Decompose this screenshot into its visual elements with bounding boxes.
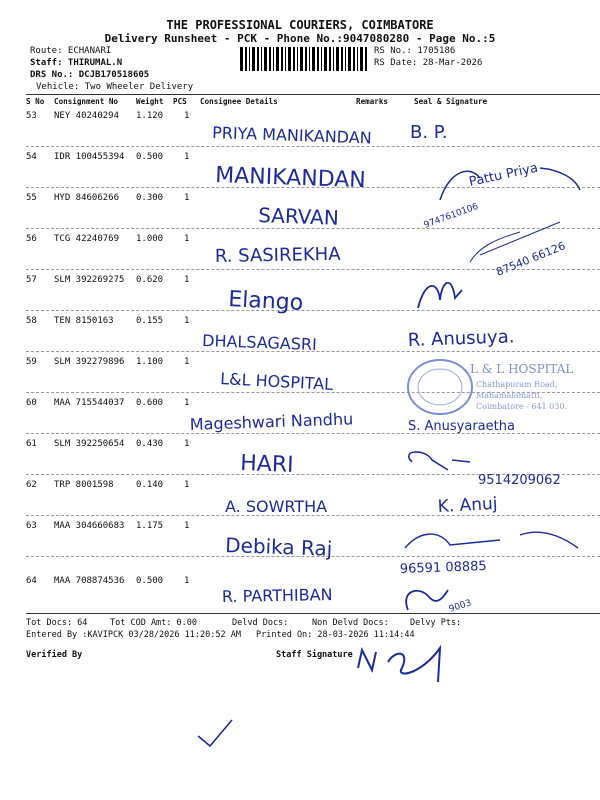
table-row [26,476,600,516]
barcode-bar [257,47,259,71]
row-weight: 1.000 [136,234,164,244]
staff-label: Staff: THIRUMAL.N [30,58,123,68]
col-signature: Seal & Signature [414,97,488,106]
row-weight: 1.120 [136,111,164,121]
table-row [26,107,600,147]
row-pcs: 1 [184,193,190,203]
col-weight: Weight [136,97,164,106]
barcode-bar [273,47,274,71]
row-sno: 61 [26,439,37,449]
row-weight: 0.300 [136,193,164,203]
document-title: THE PROFESSIONAL COURIERS, COIMBATORE [166,18,434,32]
handwritten-consignee: R. PARTHIBAN [221,585,333,606]
table-row [26,435,600,475]
route-label: Route: ECHANARI [30,46,112,56]
row-weight: 0.600 [136,398,164,408]
handwritten-signature: 96591 08885 [399,558,487,577]
handwritten-signature: 87540 66126 [494,239,568,279]
barcode-bar [321,47,322,71]
handwritten-signature: R. Anusuya. [407,326,515,351]
row-separator [26,187,600,188]
handwritten-consignee: Mageshwari Nandhu [189,409,354,434]
barcode-bar [288,47,291,71]
stamp-line3: Coimbatore - 641 030. [476,402,567,411]
stamp-line2: Mahamalamatti, [476,391,543,400]
row-consignment: TCG 42240769 [54,234,120,244]
row-consignment: TRP 8001598 [54,480,114,490]
handwritten-signature: 9514209062 [478,473,561,488]
handwritten-consignee: L&L HOSPITAL [219,369,334,394]
barcode-bar [281,47,283,71]
row-pcs: 1 [184,275,190,285]
row-consignment: MAA 304660683 [54,521,125,531]
row-consignment: MAA 708874536 [54,576,125,586]
delivered-docs: Delvd Docs: [232,618,289,628]
row-consignment: SLM 392250654 [54,439,125,449]
table-row [26,271,600,311]
handwritten-signature: B. P. [410,122,448,143]
col-consignment: Consignment No [54,97,119,106]
row-consignment: TEN 8150163 [54,316,114,326]
handwritten-consignee: DHALSAGASRI [201,331,318,354]
barcode-bar [285,47,286,71]
table-row [26,230,600,270]
handwritten-consignee: Elango [227,287,304,316]
barcode-bar [324,47,327,71]
handwritten-signature: 9747610106 [422,201,480,231]
row-pcs: 1 [184,480,190,490]
handwritten-consignee: MANIKANDAN [214,163,367,194]
barcode-bar [300,47,303,71]
row-sno: 60 [26,398,37,408]
verified-by-label: Verified By [26,650,83,660]
row-pcs: 1 [184,521,190,531]
row-weight: 0.140 [136,480,164,490]
barcode-bar [360,47,363,71]
row-sno: 62 [26,480,37,490]
row-sno: 63 [26,521,37,531]
handwritten-consignee: SARVAN [257,203,340,230]
handwritten-signature: Pattu Priya [467,160,540,190]
row-separator [26,269,600,270]
drs-number: DRS No.: DCJB170518605 [30,70,150,80]
rs-number: RS No.: 1705186 [374,46,456,56]
barcode-bar [317,47,319,71]
row-weight: 0.155 [136,316,164,326]
row-weight: 0.500 [136,576,164,586]
non-delivered-docs: Non Delvd Docs: [312,618,389,628]
row-consignment: MAA 715544037 [54,398,125,408]
row-sno: 58 [26,316,37,326]
barcode-bar [365,47,367,71]
barcode-bar [293,47,295,71]
barcode-bar [252,47,255,71]
handwritten-consignee: R. SASIREKHA [214,243,341,267]
col-remarks: Remarks [356,97,389,106]
barcode-bar [336,47,339,71]
row-separator [26,351,600,352]
barcode-bar [245,47,247,71]
row-sno: 64 [26,576,37,586]
barcode-bar [269,47,271,71]
row-weight: 1.175 [136,521,164,531]
staff-signature-mark [358,648,440,682]
row-sno: 56 [26,234,37,244]
table-row [26,148,600,188]
total-cod: Tot COD Amt: 0.00 [110,618,197,628]
row-pcs: 1 [184,316,190,326]
col-sno: S No [26,97,45,106]
barcode-bar [305,47,307,71]
row-separator [26,556,600,557]
row-sno: 53 [26,111,37,121]
printed-on: Printed On: 28-03-2026 11:14:44 [256,630,415,640]
row-pcs: 1 [184,439,190,449]
total-docs: Tot Docs: 64 [26,618,88,628]
barcode-bar [329,47,331,71]
row-consignment: SLM 392279896 [54,357,125,367]
row-separator [26,515,600,516]
table-header [26,94,600,107]
barcode-bar [341,47,343,71]
row-pcs: 1 [184,398,190,408]
stamp-name: L & L HOSPITAL [470,362,574,376]
row-pcs: 1 [184,111,190,121]
staff-signature-label: Staff Signature [276,650,353,660]
handwritten-consignee: HARI [239,451,295,478]
barcode-bar [357,47,358,71]
barcode-bar [333,47,334,71]
delivery-points: Delvy Pts: [410,618,462,628]
row-separator [26,433,600,434]
table-row [26,517,600,557]
row-sno: 57 [26,275,37,285]
row-sno: 54 [26,152,37,162]
table-row [26,312,600,352]
handwritten-consignee: Debika Raj [224,533,333,561]
row-sno: 59 [26,357,37,367]
barcode-bar [264,47,267,71]
barcode-bar [261,47,262,71]
barcode-bar [240,47,243,71]
barcode-bar [312,47,315,71]
row-separator [26,146,600,147]
handwritten-consignee: PRIYA MANIKANDAN [211,123,372,148]
row-weight: 0.500 [136,152,164,162]
handwritten-signature: S. Anusyaraetha [408,419,515,434]
handwritten-signature: K. Anuj [437,493,499,517]
col-pcs: PCS [173,97,187,106]
barcode-bar [297,47,298,71]
row-pcs: 1 [184,234,190,244]
barcode-bar [249,47,250,71]
barcode-bar [348,47,351,71]
row-consignment: HYD 84606266 [54,193,120,203]
row-pcs: 1 [184,576,190,586]
rs-date: RS Date: 28-Mar-2026 [374,58,483,68]
row-separator [26,474,600,475]
row-pcs: 1 [184,152,190,162]
row-weight: 1.100 [136,357,164,367]
check-mark-icon [198,720,232,746]
row-consignment: IDR 100455394 [54,152,125,162]
row-sno: 55 [26,193,37,203]
row-separator [26,613,600,614]
row-pcs: 1 [184,357,190,367]
barcode-bar [353,47,355,71]
handwritten-consignee: A. SOWRTHA [225,497,328,516]
barcode [240,47,368,71]
row-weight: 0.620 [136,275,164,285]
vehicle-label: Vehicle: Two Wheeler Delivery [36,82,194,92]
handwritten-signature: 9003 [447,598,473,615]
row-separator [26,228,600,229]
hospital-stamp [402,357,580,417]
table-row [26,558,600,614]
barcode-bar [345,47,346,71]
row-consignment: SLM 392269275 [54,275,125,285]
barcode-bar [309,47,310,71]
table-row [26,189,600,229]
entered-by: Entered By :KAVIPCK 03/28/2026 11:20:52 AM [26,630,241,640]
row-consignment: NEY 40240294 [54,111,120,121]
row-weight: 0.430 [136,439,164,449]
barcode-bar [276,47,279,71]
row-separator [26,310,600,311]
col-consignee: Consignee Details [200,97,278,106]
stamp-line1: Chathapuram Road, [476,380,558,389]
document-subtitle: Delivery Runsheet - PCK - Phone No.:9047080280 - Page No.:5 [104,32,496,45]
